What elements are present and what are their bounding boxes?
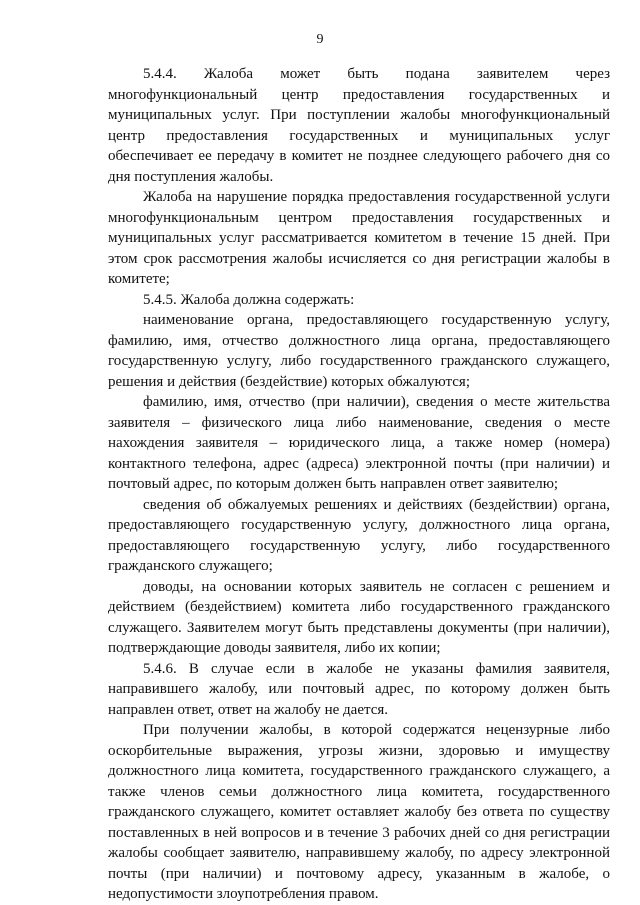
document-body xyxy=(108,64,610,905)
paragraph-applicant-details: фамилию, имя, отчество (при наличии), сведения о месте жительства заявителя – физического лица либо наименование, сведения о месте нахождения заявителя – юридического лица, а также номер (номера) контактного телефона, адрес (адреса) электронной почты (при наличии) и почтовый адрес, по которым должен быть направлен ответ заявителю; xyxy=(108,394,610,492)
paragraph-abusive-complaint: При получении жалобы, в которой содержатся нецензурные либо оскорбительные выражения, угрозы жизни, здоровью и имуществу должностного лица комитета, государственного гражданского служащего, а также членов семьи должностного лица комитета, государственного гражданского служащего, комитет оставляет жалобу без ответа по существу поставленных в ней вопросов и в течение 3 рабочих дней со дня регистрации жалобы сообщает заявителю, направившему жалобу, по адресу электронной почты (при наличии) и почтовому адресу, указанным в жалобе, о недопустимости злоупотребления правом. xyxy=(108,722,610,902)
paragraph-mfc-complaint-term: Жалоба на нарушение порядка предоставления государственной услуги многофункциональным центром предоставления государственных и муниципальных услуг рассматривается комитетом в течение 15 дней. При этом срок рассмотрения жалобы исчисляется со дня регистрации жалобы в комитете; xyxy=(108,189,610,287)
paragraph-authority-name: наименование органа, предоставляющего государственную услугу, фамилию, имя, отчество должностного лица органа, предоставляющего государственную услугу, либо государственного гражданского служащего, решения и действия (бездействие) которых обжалуются; xyxy=(108,312,610,390)
paragraph-appealed-decisions: сведения об обжалуемых решениях и действиях (бездействии) органа, предоставляющего государственную услугу, должностного лица органа, предоставляющего государственную услугу, либо государственного гражданского служащего; xyxy=(108,496,610,574)
page-number: 9 xyxy=(316,32,324,47)
paragraph-5-4-6: 5.4.6. В случае если в жалобе не указаны фамилия заявителя, направившего жалобу, или почтовый адрес, по которому должен быть направлен ответ, ответ на жалобу не дается. xyxy=(108,660,610,718)
paragraph-5-4-4: 5.4.4. Жалоба может быть подана заявителем через многофункциональный центр предоставления государственных и муниципальных услуг. При поступлении жалобы многофункциональный центр предоставления государственных и муниципальных услуг обеспечивает ее передачу в комитет не позднее следующего рабочего дня со дня поступления жалобы. xyxy=(108,66,610,185)
paragraph-5-4-5: 5.4.5. Жалоба должна содержать: xyxy=(143,291,355,308)
paragraph-arguments: доводы, на основании которых заявитель не согласен с решением и действием (бездействием) комитета либо государственного гражданского служащего. Заявителем могут быть представлены документы (при наличии), подтверждающие доводы заявителя, либо их копии; xyxy=(108,578,610,656)
